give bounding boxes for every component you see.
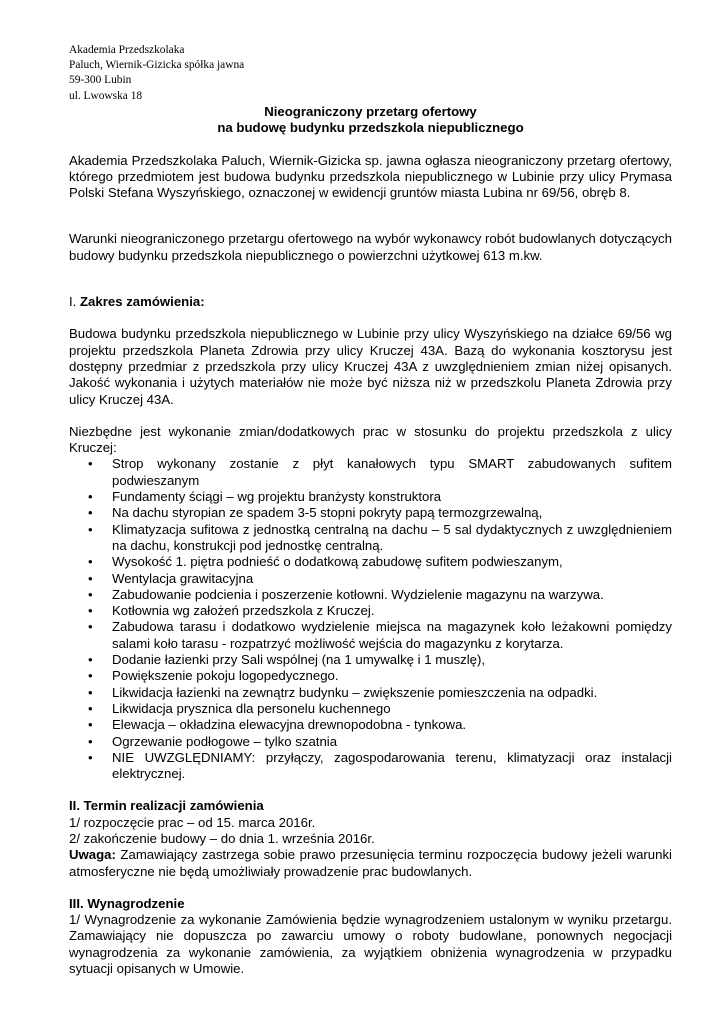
list-item: • Klimatyzacja sufitowa z jednostką centralną na dachu – 5 sal dydaktycznych z uwzględnieniem na dachu, konstrukcji pod jednostkę centralną.: [69, 522, 672, 555]
list-item: • Na dachu styropian ze spadem 3-5 stopni pokryty papą termozgrzewalną,: [69, 505, 672, 521]
list-item: • Wysokość 1. piętra podnieść o dodatkową zabudowę sufitem podwieszanym,: [69, 554, 672, 570]
list-item: • Likwidacja łazienki na zewnątrz budynku – zwiększenie pomieszczenia na odpadki.: [69, 685, 672, 701]
changes-list: [69, 456, 672, 782]
sender-line: Paluch, Wiernik-Gizicka spółka jawna: [69, 59, 245, 72]
title-line: na budowę budynku przedszkola niepublicznego: [217, 120, 524, 136]
note-label: Uwaga:: [69, 847, 116, 863]
section-3-heading: III. Wynagrodzenie: [69, 895, 185, 911]
sender-address: [69, 43, 244, 104]
section-1-title: Zakres zamówienia:: [80, 294, 205, 310]
intro-paragraph: Akademia Przedszkolaka Paluch, Wiernik-Gizicka sp. jawna ogłasza nieograniczony przetarg ofertowy, którego przedmiotem jest budowa budynku przedszkola niepublicznego w Lubinie przy ulicy Prymasa Polski Stefana Wyszyńskiego, oznaczonej w ewidencji gruntów miasta Lubina nr 69/56, obręb 8.: [69, 152, 672, 201]
list-item: • Zabudowanie podcienia i poszerzenie kotłowni. Wydzielenie magazynu na warzywa.: [69, 587, 672, 603]
remuneration-paragraph: 1/ Wynagrodzenie za wykonanie Zamówienia będzie wynagrodzeniem ustalonym w wyniku przetargu. Zamawiający nie dopuszcza po zawarciu umowy o roboty budowlane, ponownych negocjacji wynagrodzenia za wykonanie zamówienia, za wyjątkiem obniżenia wynagrodzenia w przypadku sytuacji opisanych w Umowie.: [69, 912, 672, 977]
changes-intro: Niezbędne jest wykonanie zmian/dodatkowych prac w stosunku do projektu przedszkola z ulicy Kruczej:: [69, 423, 672, 456]
document-body: [69, 104, 672, 977]
list-item: • Fundamenty ściągi – wg projektu branżysty konstruktora: [69, 489, 672, 505]
section-2-heading: II. Termin realizacji zamówienia: [69, 798, 264, 814]
title-line: Nieograniczony przetarg ofertowy: [264, 104, 477, 119]
document-title: [69, 104, 672, 137]
list-item: • Wentylacja grawitacyjna: [69, 571, 672, 587]
list-item: • Kotłownia wg założeń przedszkola z Kruczej.: [69, 603, 672, 619]
note-text: Zamawiający zastrzega sobie prawo przesunięcia terminu rozpoczęcia budowy jeżeli warunki atmosferyczne nie będą umożliwiały prowadzenie prac budowlanych.: [69, 847, 672, 879]
conditions-paragraph: Warunki nieograniczonego przetargu ofertowego na wybór wykonawcy robót budowlanych dotyczących budowy budynku przedszkola niepublicznego o powierzchni użytkowej 613 m.kw.: [69, 231, 672, 263]
list-item: • Elewacja – okładzina elewacyjna drewnopodobna - tynkowa.: [69, 717, 672, 733]
sender-line: Akademia Przedszkolaka: [69, 44, 185, 56]
list-item: • NIE UWZGLĘDNIAMY: przyłączy, zagospodarowania terenu, klimatyzacji oraz instalacji elektrycznej.: [69, 750, 672, 783]
section-1-heading: [69, 294, 672, 310]
sender-line: 59-300 Lubin: [69, 74, 132, 87]
list-item: • Zabudowa tarasu i dodatkowo wydzielenie miejsca na magazynek koło leżakowni pomiędzy salami koło tarasu - rozpatrzyć możliwość wejścia do magazynku z korytarza.: [69, 619, 672, 652]
list-item: • Dodanie łazienki przy Sali wspólnej (na 1 umywalkę i 1 muszlę),: [69, 652, 672, 668]
list-item: • Likwidacja prysznica dla personelu kuchennego: [69, 701, 672, 717]
list-item: • Powiększenie pokoju logopedycznego.: [69, 668, 672, 684]
list-item: • Ogrzewanie podłogowe – tylko szatnia: [69, 734, 672, 750]
list-item: • Strop wykonany zostanie z płyt kanałowych typu SMART zabudowanych sufitem podwieszanym: [69, 456, 672, 489]
end-date-line: 2/ zakończenie budowy – do dnia 1. września 2016r.: [69, 830, 375, 846]
start-date-line: 1/ rozpoczęcie prac – od 15. marca 2016r.: [69, 814, 316, 830]
scope-paragraph: Budowa budynku przedszkola niepublicznego w Lubinie przy ulicy Wyszyńskiego na działce 69/56 wg projektu przedszkola Planeta Zdrowia przy ulicy Kruczej 43A. Bazą do wykonania kosztorysu jest dostępny przedmiar z przedszkola przy ulicy Kruczej 43A z uwzględnieniem zmian niżej opisanych. Jakość wykonania i użytych materiałów nie może być niższa niż w przedszkolu Planeta Zdrowia przy ulicy Kruczej 43A.: [69, 326, 672, 407]
section-1-number: I.: [69, 294, 77, 310]
note-paragraph: [69, 847, 672, 880]
sender-line: ul. Lwowska 18: [69, 89, 143, 102]
